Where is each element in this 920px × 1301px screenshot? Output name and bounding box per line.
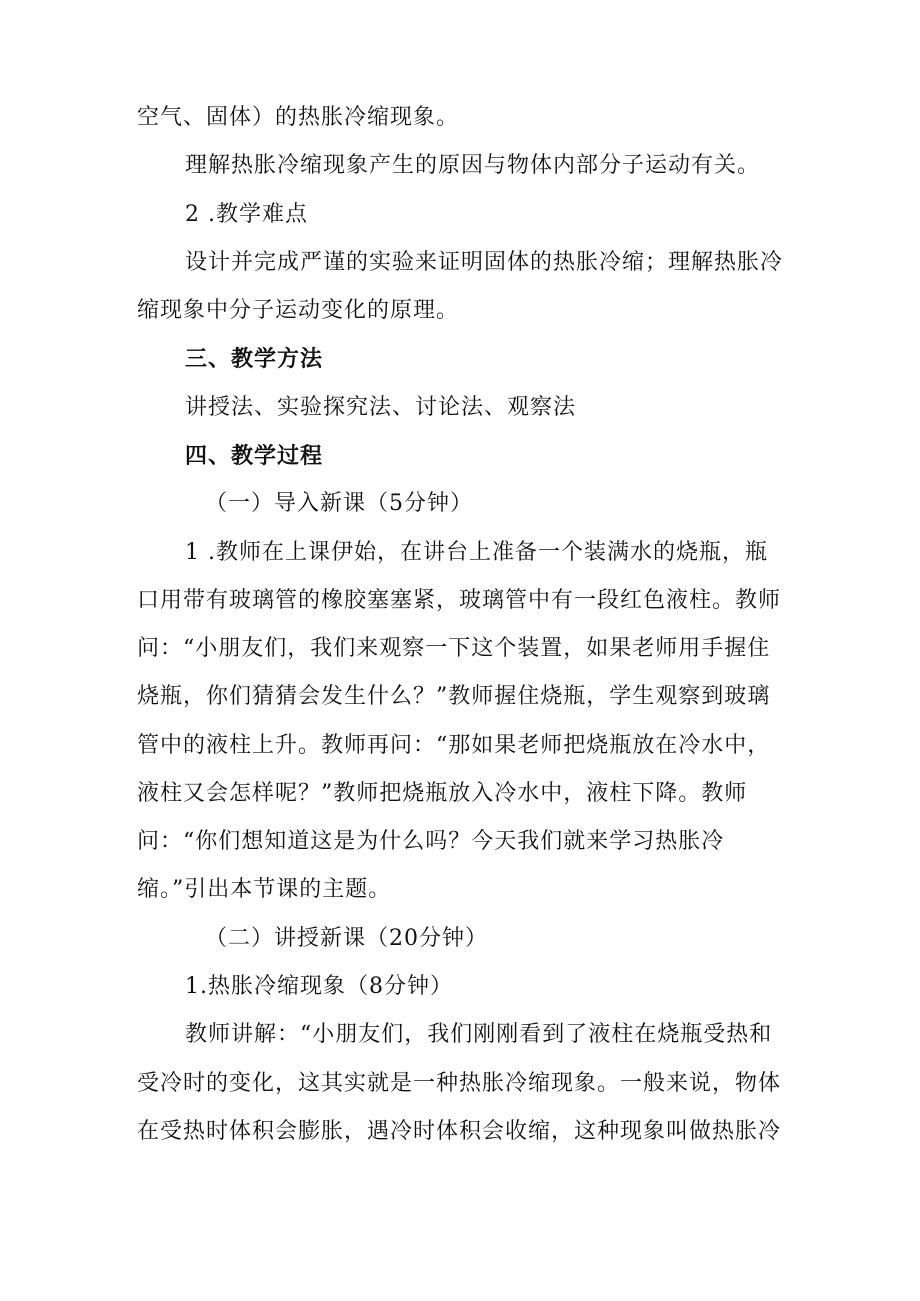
text-line-20: 教师讲解：“小朋友们，我们刚刚看到了液柱在烧瓶受热和	[185, 1022, 773, 1047]
subheading-introduction: （一）导入新课（5分钟）	[205, 491, 473, 516]
text-line-10: 1 .教师在上课伊始，在讲台上准备一个装满水的烧瓶，瓶	[185, 540, 768, 565]
heading-teaching-method: 三、教学方法	[185, 346, 324, 372]
text-line-12: 问：“小朋友们，我们来观察一下这个装置，如果老师用手握住	[137, 636, 771, 661]
text-line-7: 讲授法、实验探究法、讨论法、观察法	[185, 395, 577, 420]
subheading-new-lesson: （二）讲授新课（20分钟）	[205, 926, 488, 951]
text-line-22: 在受热时体积会膨胀，遇冷时体积会收缩，这种现象叫做热胀冷	[137, 1119, 782, 1144]
heading-teaching-process: 四、教学过程	[185, 443, 324, 469]
subheading-thermal-expansion: 1.热胀冷缩现象（8分钟）	[185, 974, 453, 999]
text-line-2: 理解热胀冷缩现象产生的原因与物体内部分子运动有关。	[185, 153, 761, 178]
text-line-14: 管中的液柱上升。教师再问：“那如果老师把烧瓶放在冷水中，	[137, 733, 771, 758]
text-line-1: 空气、固体）的热胀冷缩现象。	[137, 105, 460, 130]
text-line-16: 问：“你们想知道这是为什么吗？今天我们就来学习热胀冷	[137, 829, 725, 854]
text-line-21: 受冷时的变化，这其实就是一种热胀冷缩现象。一般来说，物体	[137, 1071, 782, 1096]
heading-teaching-difficulty: 2 .教学难点	[185, 202, 308, 227]
text-line-4: 设计并完成严谨的实验来证明固体的热胀冷缩；理解热胀冷	[185, 250, 784, 275]
text-line-11: 口用带有玻璃管的橡胶塞塞紧，玻璃管中有一段红色液柱。教师	[137, 588, 782, 613]
text-line-17: 缩。”引出本节课的主题。	[137, 877, 392, 902]
text-line-13: 烧瓶，你们猜猜会发生什么？”教师握住烧瓶，学生观察到玻璃	[137, 684, 771, 709]
text-line-5: 缩现象中分子运动变化的原理。	[137, 298, 460, 323]
text-line-15: 液柱又会怎样呢？”教师把烧瓶放入冷水中，液柱下降。教师	[137, 781, 748, 806]
